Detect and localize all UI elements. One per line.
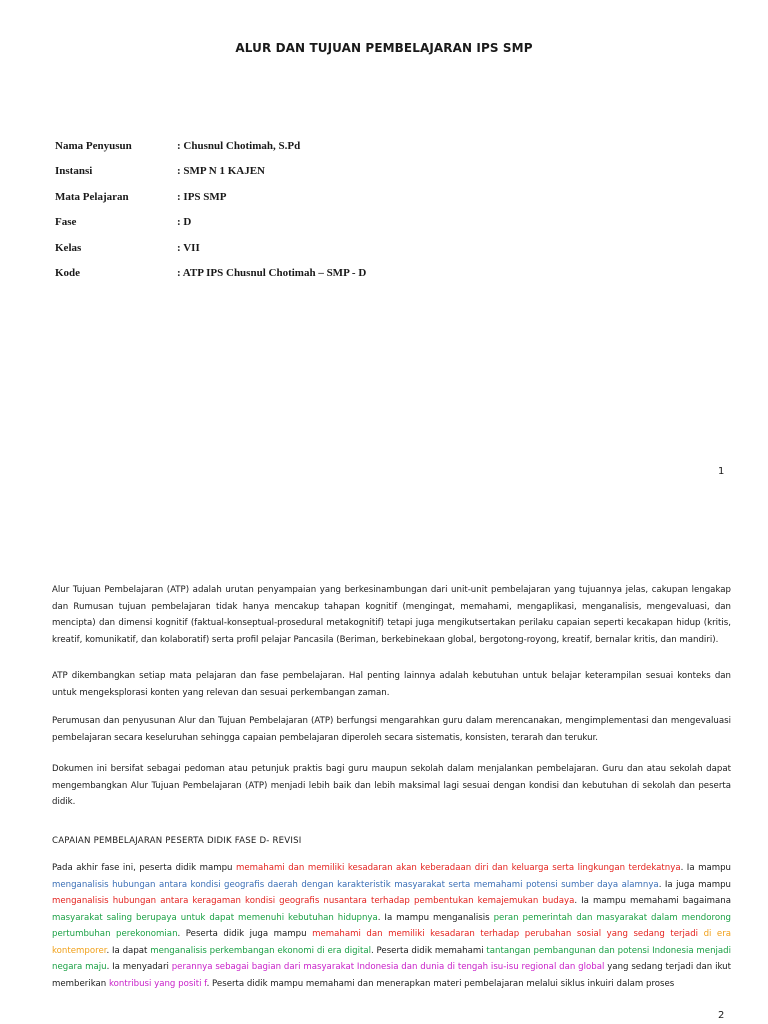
info-value: : SMP N 1 KAJEN: [177, 165, 265, 178]
capaian-segment: Pada akhir fase ini, peserta didik mampu: [52, 863, 236, 873]
page-number: 1: [718, 466, 725, 477]
paragraph-atp-development: ATP dikembangkan setiap mata pelajaran dan fase pembelajaran. Hal penting lainnya adalah kebutuhan untuk belajar keterampilan sesuai konteks dan untuk mengeksplorasi konten yang relevan dan sesuai perkembangan zaman.: [52, 671, 731, 698]
capaian-segment: menganalisis hubungan antara kondisi geografis daerah dengan karakteristik masyarakat serta memahami potensi sumber daya alamnya: [52, 879, 659, 890]
capaian-segment: . Peserta didik juga mampu: [177, 929, 313, 939]
capaian-segment: memahami dan memiliki kesadaran akan keberadaan diri dan keluarga serta lingkungan terdekatnya: [235, 863, 681, 873]
capaian-segment: . Peserta didik memahami: [371, 945, 487, 956]
info-row-penyusun: [55, 140, 366, 165]
info-row-fase: [55, 216, 366, 241]
page-number: 2: [718, 1010, 725, 1021]
paragraph-atp-definition: Alur Tujuan Pembelajaran (ATP) adalah urutan penyampaian yang berkesinambungan dari unit-unit pembelajaran yang tujuannya jelas, cakupan lengakap dan Rumusan tujuan pembelajaran tidak hanya mencakup tahapan kognitif (mengingat, memahami, mengaplikasi, menganalisis, mengevaluasi, dan mencipta) dan dimensi kognitif (faktual-konseptual-prosedural metakognitif) tetapi juga mengikutsertakan perilaku capaian seperti kecakapan hidup (kritis, kreatif, komunikatif, dan kolaboratif) serta profil pelajar Pancasila (Beriman, berkebinekaan global, bergotong-royong, kreatif, bernalar kritis, dan mandiri).: [52, 585, 731, 645]
capaian-segment: . Peserta didik mampu memahami dan menerapkan materi pembelajaran melalui siklus inkuiri dalam proses: [206, 978, 675, 989]
capaian-segment: masyarakat saling berupaya untuk dapat memenuhi kebutuhan hidupnya: [52, 912, 378, 923]
info-label: Kelas: [55, 241, 82, 254]
info-label: Mata Pelajaran: [55, 190, 129, 203]
capaian-segment: . Ia mampu memahami bagaimana: [574, 896, 731, 906]
info-row-instansi: [55, 165, 366, 190]
info-value: : VII: [177, 241, 200, 254]
paragraph-capaian: [52, 860, 731, 992]
info-row-kelas: [55, 242, 366, 267]
capaian-segment: peran pemerintah dan masyarakat dalam mendorong pertumbuhan perekonomian: [52, 912, 731, 939]
info-label: Nama Penyusun: [55, 140, 132, 152]
capaian-segment: . Ia juga mampu: [658, 879, 731, 890]
capaian-segment: . Ia dapat: [106, 945, 151, 956]
info-row-kode: [55, 267, 366, 292]
capaian-segment: . Ia mampu menganalisis: [377, 912, 494, 923]
capaian-segment: yang sedang terjadi dan ikut memberikan: [52, 962, 731, 989]
info-value: : IPS SMP: [177, 190, 227, 203]
capaian-segment: di era kontemporer: [52, 929, 732, 956]
info-value: : ATP IPS Chusnul Chotimah – SMP - D: [177, 266, 367, 279]
capaian-segment: perannya sebagai bagian dari masyarakat Indonesia dan dunia di tengah isu-isu regional dan global: [171, 962, 605, 972]
capaian-segment: memahami dan memiliki kesadaran terhadap perubahan sosial yang sedang terjadi: [312, 929, 699, 939]
info-row-mapel: [55, 191, 366, 216]
capaian-segment: . Ia menyadari: [106, 962, 172, 972]
document-title: ALUR DAN TUJUAN PEMBELAJARAN IPS SMP: [235, 41, 533, 55]
info-label: Instansi: [55, 165, 93, 178]
capaian-segment: tantangan pembangunan dan potensi Indonesia menjadi negara maju: [52, 945, 732, 972]
info-label: Kode: [55, 266, 81, 279]
section-heading: CAPAIAN PEMBELAJARAN PESERTA DIDIK FASE D- REVISI: [52, 836, 302, 846]
capaian-segment: menganalisis perkembangan ekonomi di era digital: [150, 945, 372, 956]
info-value: : Chusnul Chotimah, S.Pd: [177, 140, 301, 152]
capaian-segment: kontribusi yang positi f: [108, 978, 207, 989]
capaian-segment: menganalisis hubungan antara keragaman kondisi geografis nusantara terhadap pembentukan kemajemukan budaya: [52, 896, 575, 906]
info-value: : D: [177, 216, 192, 229]
info-label: Fase: [55, 216, 77, 229]
paragraph-document-purpose: Dokumen ini bersifat sebagai pedoman atau petunjuk praktis bagi guru maupun sekolah dalam menjalankan pembelajaran. Guru dan atau sekolah dapat mengembangkan Alur Tujuan Pembelajaran (ATP) menjadi lebih baik dan lebih maksimal lagi sesuai dengan kondisi dan kebutuhan di sekolah dan peserta didik.: [52, 764, 731, 808]
identity-table: [55, 140, 366, 292]
paragraph-atp-function: Perumusan dan penyusunan Alur dan Tujuan Pembelajaran (ATP) berfungsi mengarahkan guru dalam merencanakan, mengimplementasi dan mengevaluasi pembelajaran secara keseluruhan sehingga capaian pembelajaran diperoleh secara sistematis, konsisten, terarah dan terukur.: [52, 716, 731, 743]
capaian-segment: . Ia mampu: [680, 863, 731, 873]
